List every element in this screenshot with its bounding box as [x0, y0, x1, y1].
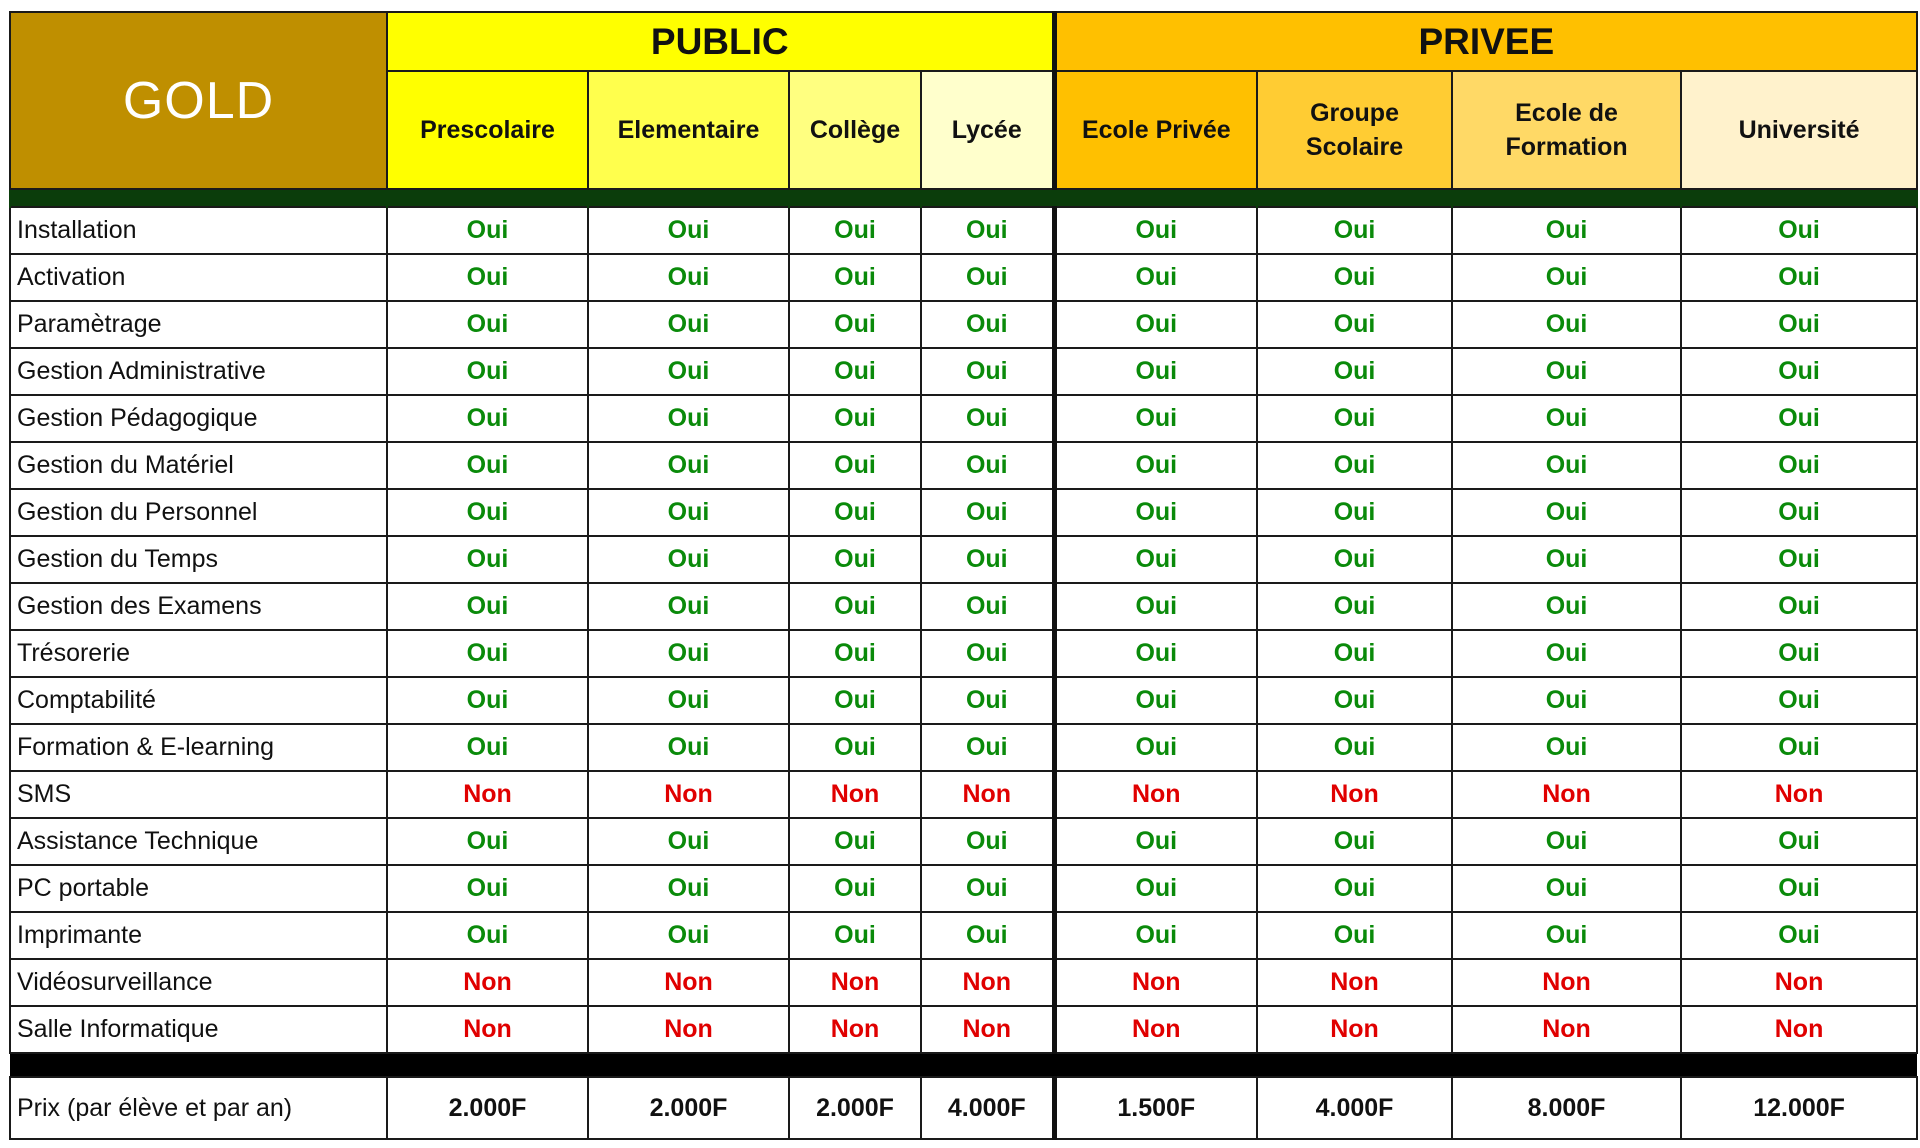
column-header-elementaire	[588, 71, 789, 189]
value-yes: Oui	[1681, 442, 1917, 489]
value-no: Non	[588, 959, 789, 1006]
group-header-public: PUBLIC	[387, 12, 1054, 71]
value-yes: Oui	[1681, 818, 1917, 865]
column-header-universite	[1681, 71, 1917, 189]
value-yes: Oui	[789, 818, 921, 865]
column-header-line: Ecole Privée	[1081, 116, 1231, 144]
value-no: Non	[387, 1006, 588, 1053]
value-yes: Oui	[588, 348, 789, 395]
value-yes: Oui	[921, 865, 1054, 912]
value-yes: Oui	[1054, 442, 1257, 489]
value-yes: Oui	[1681, 677, 1917, 724]
value-yes: Oui	[588, 536, 789, 583]
value-yes: Oui	[789, 865, 921, 912]
value-yes: Oui	[387, 912, 588, 959]
price-value: 4.000F	[1257, 1077, 1452, 1139]
divider-cell	[588, 1053, 789, 1077]
value-no: Non	[588, 1006, 789, 1053]
value-no: Non	[387, 771, 588, 818]
value-yes: Oui	[588, 301, 789, 348]
divider-cell	[1452, 189, 1681, 207]
value-yes: Oui	[1452, 301, 1681, 348]
value-yes: Oui	[387, 583, 588, 630]
value-yes: Oui	[789, 301, 921, 348]
column-header-line: Groupe	[1310, 99, 1399, 127]
column-header-line: Formation	[1505, 133, 1628, 161]
divider-cell	[387, 1053, 588, 1077]
price-value: 4.000F	[921, 1077, 1054, 1139]
value-yes: Oui	[1054, 395, 1257, 442]
value-yes: Oui	[588, 207, 789, 254]
feature-label: SMS	[10, 771, 387, 818]
value-yes: Oui	[1681, 395, 1917, 442]
value-yes: Oui	[1257, 912, 1452, 959]
value-yes: Oui	[921, 630, 1054, 677]
value-no: Non	[1452, 1006, 1681, 1053]
group-header-privee: PRIVEE	[1054, 12, 1917, 71]
value-yes: Oui	[588, 254, 789, 301]
value-yes: Oui	[1257, 254, 1452, 301]
value-yes: Oui	[1054, 348, 1257, 395]
value-yes: Oui	[588, 630, 789, 677]
value-yes: Oui	[1681, 583, 1917, 630]
feature-label: Imprimante	[10, 912, 387, 959]
feature-label: Comptabilité	[10, 677, 387, 724]
value-yes: Oui	[387, 348, 588, 395]
feature-label: Installation	[10, 207, 387, 254]
value-yes: Oui	[588, 818, 789, 865]
price-value: 2.000F	[387, 1077, 588, 1139]
plan-title: GOLD	[10, 12, 387, 189]
feature-label: Assistance Technique	[10, 818, 387, 865]
value-yes: Oui	[1452, 207, 1681, 254]
value-yes: Oui	[1257, 301, 1452, 348]
column-header-prescolaire	[387, 71, 588, 189]
value-yes: Oui	[1257, 395, 1452, 442]
value-no: Non	[1257, 1006, 1452, 1053]
value-yes: Oui	[387, 489, 588, 536]
column-header-line: Ecole de	[1515, 99, 1618, 127]
value-no: Non	[588, 771, 789, 818]
divider-cell	[921, 1053, 1054, 1077]
value-no: Non	[789, 959, 921, 1006]
value-yes: Oui	[387, 630, 588, 677]
table-row	[10, 771, 1917, 818]
price-value: 12.000F	[1681, 1077, 1917, 1139]
value-yes: Oui	[1452, 630, 1681, 677]
value-yes: Oui	[789, 724, 921, 771]
table-row	[10, 865, 1917, 912]
value-yes: Oui	[387, 536, 588, 583]
table-row	[10, 1006, 1917, 1053]
feature-label: PC portable	[10, 865, 387, 912]
value-yes: Oui	[1681, 254, 1917, 301]
feature-label: Salle Informatique	[10, 1006, 387, 1053]
value-yes: Oui	[1257, 677, 1452, 724]
value-yes: Oui	[1054, 536, 1257, 583]
value-yes: Oui	[789, 254, 921, 301]
price-value: 2.000F	[789, 1077, 921, 1139]
value-yes: Oui	[789, 395, 921, 442]
value-yes: Oui	[387, 301, 588, 348]
value-yes: Oui	[1257, 207, 1452, 254]
column-header-ecole-privee	[1054, 71, 1257, 189]
divider-cell	[789, 189, 921, 207]
value-yes: Oui	[789, 630, 921, 677]
table-row	[10, 536, 1917, 583]
value-yes: Oui	[1452, 865, 1681, 912]
value-no: Non	[921, 959, 1054, 1006]
divider-cell	[921, 189, 1054, 207]
value-yes: Oui	[1054, 583, 1257, 630]
column-header-line: Lycée	[951, 116, 1022, 144]
value-no: Non	[1452, 771, 1681, 818]
price-divider-band	[10, 1053, 1917, 1077]
table-row	[10, 677, 1917, 724]
value-yes: Oui	[1681, 912, 1917, 959]
value-yes: Oui	[1681, 489, 1917, 536]
value-yes: Oui	[789, 442, 921, 489]
value-yes: Oui	[921, 301, 1054, 348]
value-yes: Oui	[921, 207, 1054, 254]
table-row	[10, 395, 1917, 442]
value-yes: Oui	[1681, 348, 1917, 395]
value-yes: Oui	[387, 254, 588, 301]
value-no: Non	[921, 771, 1054, 818]
divider-cell	[1054, 189, 1257, 207]
price-value: 1.500F	[1054, 1077, 1257, 1139]
value-yes: Oui	[1452, 489, 1681, 536]
divider-cell	[1452, 1053, 1681, 1077]
feature-label: Trésorerie	[10, 630, 387, 677]
feature-label: Activation	[10, 254, 387, 301]
value-yes: Oui	[1054, 818, 1257, 865]
value-yes: Oui	[588, 677, 789, 724]
divider-cell	[1681, 189, 1917, 207]
divider-cell	[1257, 189, 1452, 207]
feature-label: Gestion des Examens	[10, 583, 387, 630]
value-no: Non	[387, 959, 588, 1006]
value-yes: Oui	[921, 489, 1054, 536]
value-yes: Oui	[1054, 207, 1257, 254]
value-yes: Oui	[789, 912, 921, 959]
value-yes: Oui	[588, 489, 789, 536]
value-no: Non	[1681, 1006, 1917, 1053]
value-yes: Oui	[921, 254, 1054, 301]
value-yes: Oui	[1681, 536, 1917, 583]
value-yes: Oui	[789, 583, 921, 630]
column-header-lycee	[921, 71, 1054, 189]
value-yes: Oui	[1681, 207, 1917, 254]
value-yes: Oui	[588, 583, 789, 630]
column-header-line: Elementaire	[617, 116, 760, 144]
value-yes: Oui	[1257, 724, 1452, 771]
value-yes: Oui	[1681, 724, 1917, 771]
value-yes: Oui	[921, 818, 1054, 865]
value-yes: Oui	[921, 395, 1054, 442]
value-yes: Oui	[588, 395, 789, 442]
table-row	[10, 489, 1917, 536]
divider-cell	[789, 1053, 921, 1077]
column-header-line: Université	[1738, 116, 1860, 144]
value-no: Non	[1452, 959, 1681, 1006]
column-header-line: Scolaire	[1305, 133, 1404, 161]
value-no: Non	[1681, 959, 1917, 1006]
value-yes: Oui	[1452, 583, 1681, 630]
gold-plan-table	[9, 11, 1918, 1140]
column-header-college	[789, 71, 921, 189]
value-yes: Oui	[387, 442, 588, 489]
feature-label: Formation & E-learning	[10, 724, 387, 771]
value-yes: Oui	[1452, 254, 1681, 301]
table-row	[10, 207, 1917, 254]
value-no: Non	[789, 1006, 921, 1053]
value-yes: Oui	[921, 583, 1054, 630]
table-row	[10, 348, 1917, 395]
feature-label: Gestion du Personnel	[10, 489, 387, 536]
column-header-line: Prescolaire	[420, 116, 555, 144]
value-yes: Oui	[1452, 536, 1681, 583]
value-no: Non	[1257, 771, 1452, 818]
value-no: Non	[1257, 959, 1452, 1006]
table-row	[10, 583, 1917, 630]
value-yes: Oui	[588, 724, 789, 771]
feature-label: Paramètrage	[10, 301, 387, 348]
value-yes: Oui	[1054, 677, 1257, 724]
pricing-table-container	[9, 11, 1916, 1140]
value-no: Non	[789, 771, 921, 818]
column-header-line: Collège	[809, 116, 901, 144]
value-yes: Oui	[1452, 395, 1681, 442]
value-yes: Oui	[1257, 583, 1452, 630]
value-yes: Oui	[921, 536, 1054, 583]
value-yes: Oui	[588, 865, 789, 912]
divider-cell	[1054, 1053, 1257, 1077]
value-yes: Oui	[588, 912, 789, 959]
value-yes: Oui	[1257, 865, 1452, 912]
value-yes: Oui	[1257, 818, 1452, 865]
value-yes: Oui	[1257, 536, 1452, 583]
value-no: Non	[1054, 1006, 1257, 1053]
value-yes: Oui	[387, 865, 588, 912]
feature-label: Gestion du Matériel	[10, 442, 387, 489]
column-header-groupe-scolaire	[1257, 71, 1452, 189]
value-yes: Oui	[1452, 912, 1681, 959]
price-label: Prix (par élève et par an)	[10, 1077, 387, 1139]
value-yes: Oui	[1452, 442, 1681, 489]
value-yes: Oui	[387, 207, 588, 254]
table-row	[10, 818, 1917, 865]
feature-label: Gestion du Temps	[10, 536, 387, 583]
value-yes: Oui	[1054, 912, 1257, 959]
value-yes: Oui	[1681, 301, 1917, 348]
value-yes: Oui	[387, 395, 588, 442]
value-yes: Oui	[921, 348, 1054, 395]
value-yes: Oui	[789, 207, 921, 254]
table-row	[10, 912, 1917, 959]
divider-cell	[1257, 1053, 1452, 1077]
value-yes: Oui	[921, 912, 1054, 959]
value-yes: Oui	[1452, 677, 1681, 724]
value-yes: Oui	[921, 724, 1054, 771]
value-no: Non	[1681, 771, 1917, 818]
value-yes: Oui	[387, 724, 588, 771]
value-yes: Oui	[1452, 818, 1681, 865]
value-no: Non	[921, 1006, 1054, 1053]
price-row	[10, 1077, 1917, 1139]
value-yes: Oui	[1054, 489, 1257, 536]
divider-cell	[10, 1053, 387, 1077]
divider-cell	[588, 189, 789, 207]
price-value: 2.000F	[588, 1077, 789, 1139]
value-no: Non	[1054, 771, 1257, 818]
column-header-ecole-de-formation	[1452, 71, 1681, 189]
value-yes: Oui	[1452, 724, 1681, 771]
value-yes: Oui	[1054, 630, 1257, 677]
value-yes: Oui	[387, 818, 588, 865]
table-row	[10, 724, 1917, 771]
value-yes: Oui	[1054, 301, 1257, 348]
divider-cell	[387, 189, 588, 207]
table-row	[10, 301, 1917, 348]
header-divider-band	[10, 189, 1917, 207]
divider-cell	[1681, 1053, 1917, 1077]
feature-label: Gestion Pédagogique	[10, 395, 387, 442]
value-yes: Oui	[1257, 489, 1452, 536]
value-yes: Oui	[789, 489, 921, 536]
value-yes: Oui	[1452, 348, 1681, 395]
table-row	[10, 959, 1917, 1006]
table-row	[10, 630, 1917, 677]
value-yes: Oui	[588, 442, 789, 489]
value-yes: Oui	[1054, 254, 1257, 301]
value-yes: Oui	[1257, 348, 1452, 395]
table-row	[10, 442, 1917, 489]
value-yes: Oui	[1257, 442, 1452, 489]
feature-label: Gestion Administrative	[10, 348, 387, 395]
value-yes: Oui	[1054, 865, 1257, 912]
price-value: 8.000F	[1452, 1077, 1681, 1139]
value-yes: Oui	[1054, 724, 1257, 771]
value-yes: Oui	[1681, 630, 1917, 677]
value-yes: Oui	[387, 677, 588, 724]
table-row	[10, 254, 1917, 301]
value-yes: Oui	[789, 677, 921, 724]
value-no: Non	[1054, 959, 1257, 1006]
feature-label: Vidéosurveillance	[10, 959, 387, 1006]
divider-cell	[10, 189, 387, 207]
value-yes: Oui	[789, 348, 921, 395]
value-yes: Oui	[1257, 630, 1452, 677]
value-yes: Oui	[789, 536, 921, 583]
value-yes: Oui	[921, 442, 1054, 489]
value-yes: Oui	[1681, 865, 1917, 912]
value-yes: Oui	[921, 677, 1054, 724]
